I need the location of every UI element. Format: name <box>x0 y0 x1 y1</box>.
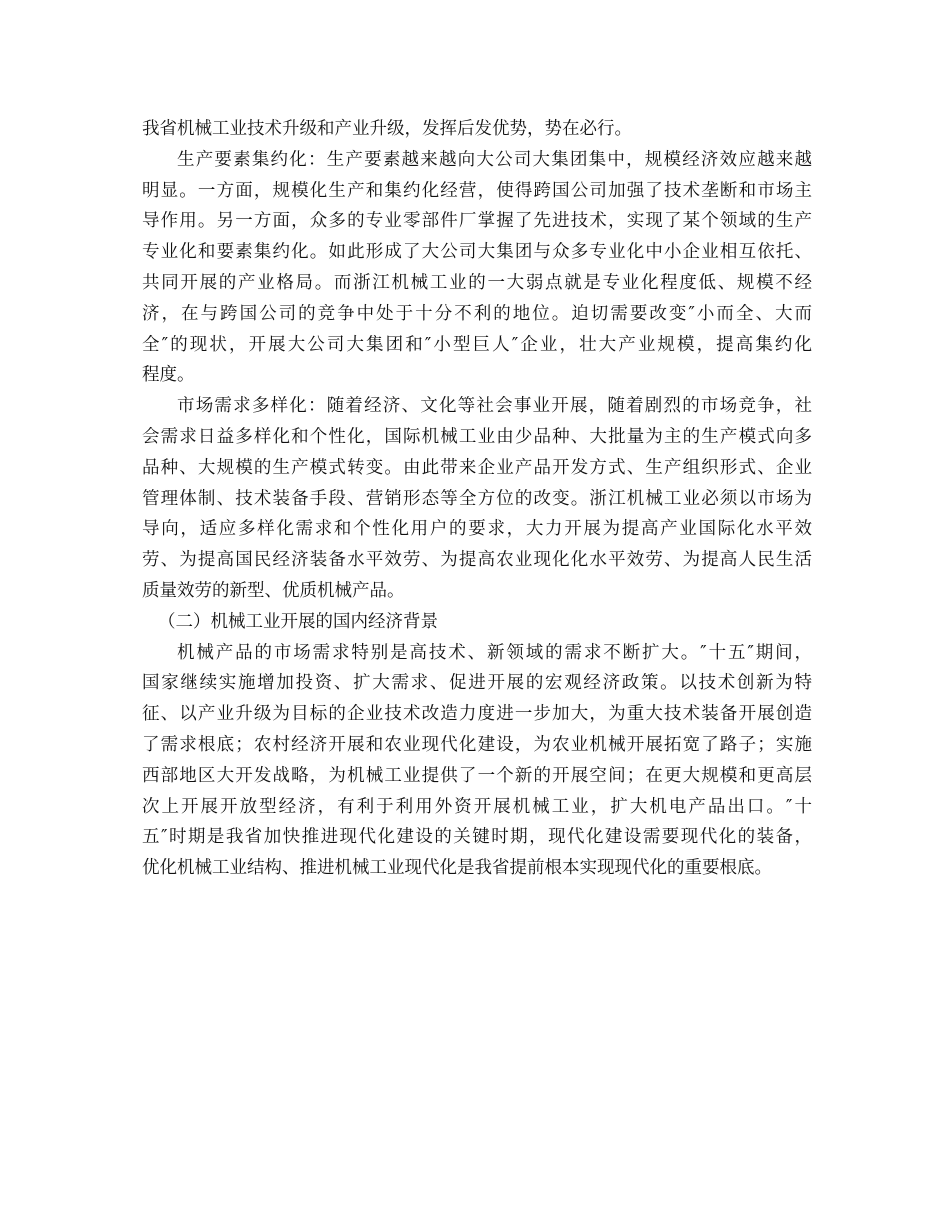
text-line: 西部地区大开发战略，为机械工业提供了一个新的开展空间；在更大规模和更高层 <box>142 765 812 786</box>
text-line: 优化机械工业结构、推进机械工业现代化是我省提前根本实现现代化的重要根底。 <box>142 858 772 879</box>
text-line: 全″的现状，开展大公司大集团和″小型巨人″企业，壮大产业规模，提高集约化 <box>142 334 812 355</box>
text-line: 次上开展开放型经济，有利于利用外资开展机械工业，扩大机电产品出口。″十 <box>142 796 812 817</box>
text-line: 劳、为提高国民经济装备水平效劳、为提高农业现化化水平效劳、为提高人民生活 <box>142 550 812 571</box>
paragraph <box>142 145 812 391</box>
text-line: 我省机械工业技术升级和产业升级，发挥后发优势，势在必行。 <box>142 119 632 139</box>
text-line: 会需求日益多样化和个性化，国际机械工业由少品种、大批量为主的生产模式向多 <box>142 426 812 447</box>
text-line: 共同开展的产业格局。而浙江机械工业的一大弱点就是专业化程度低、规模不经 <box>142 272 812 293</box>
document-page <box>142 114 812 884</box>
section-heading <box>142 607 812 638</box>
text-line: 管理体制、技术装备手段、营销形态等全方位的改变。浙江机械工业必须以市场为 <box>142 488 812 509</box>
text-line: 征、以产业升级为目标的企业技术改造力度进一步加大，为重大技术装备开展创造 <box>142 704 812 725</box>
paragraph <box>142 114 812 145</box>
text-line: （二）机械工业开展的国内经济背景 <box>158 611 438 632</box>
text-line: 导作用。另一方面，众多的专业零部件厂掌握了先进技术，实现了某个领域的生产 <box>142 211 812 232</box>
text-line: 明显。一方面，规模化生产和集约化经营，使得跨国公司加强了技术垄断和市场主 <box>142 180 812 201</box>
text-line: 国家继续实施增加投资、扩大需求、促进开展的宏观经济政策。以技术创新为特 <box>142 673 812 694</box>
text-line: 五″时期是我省加快推进现代化建设的关键时期，现代化建设需要现代化的装备， <box>142 827 812 848</box>
text-line: 品种、大规模的生产模式转变。由此带来企业产品开发方式、生产组织形式、企业 <box>142 457 812 478</box>
text-line: 程度。 <box>142 365 195 386</box>
text-line: 济，在与跨国公司的竞争中处于十分不利的地位。迫切需要改变″小而全、大而 <box>142 303 812 324</box>
paragraph <box>142 391 812 607</box>
text-line: 导向，适应多样化需求和个性化用户的要求，大力开展为提高产业国际化水平效 <box>142 519 812 540</box>
text-line: 市场需求多样化：随着经济、文化等社会事业开展，随着剧烈的市场竞争，社 <box>177 396 812 417</box>
text-line: 生产要素集约化：生产要素越来越向大公司大集团集中，规模经济效应越来越 <box>177 149 812 170</box>
text-line: 了需求根底；农村经济开展和农业现代化建设，为农业机械开展拓宽了路子；实施 <box>142 734 812 755</box>
paragraph <box>142 638 812 884</box>
text-line: 机械产品的市场需求特别是高技术、新领域的需求不断扩大。″十五″期间， <box>177 642 812 663</box>
text-line: 质量效劳的新型、优质机械产品。 <box>142 580 405 601</box>
text-line: 专业化和要素集约化。如此形成了大公司大集团与众多专业化中小企业相互依托、 <box>142 242 812 263</box>
